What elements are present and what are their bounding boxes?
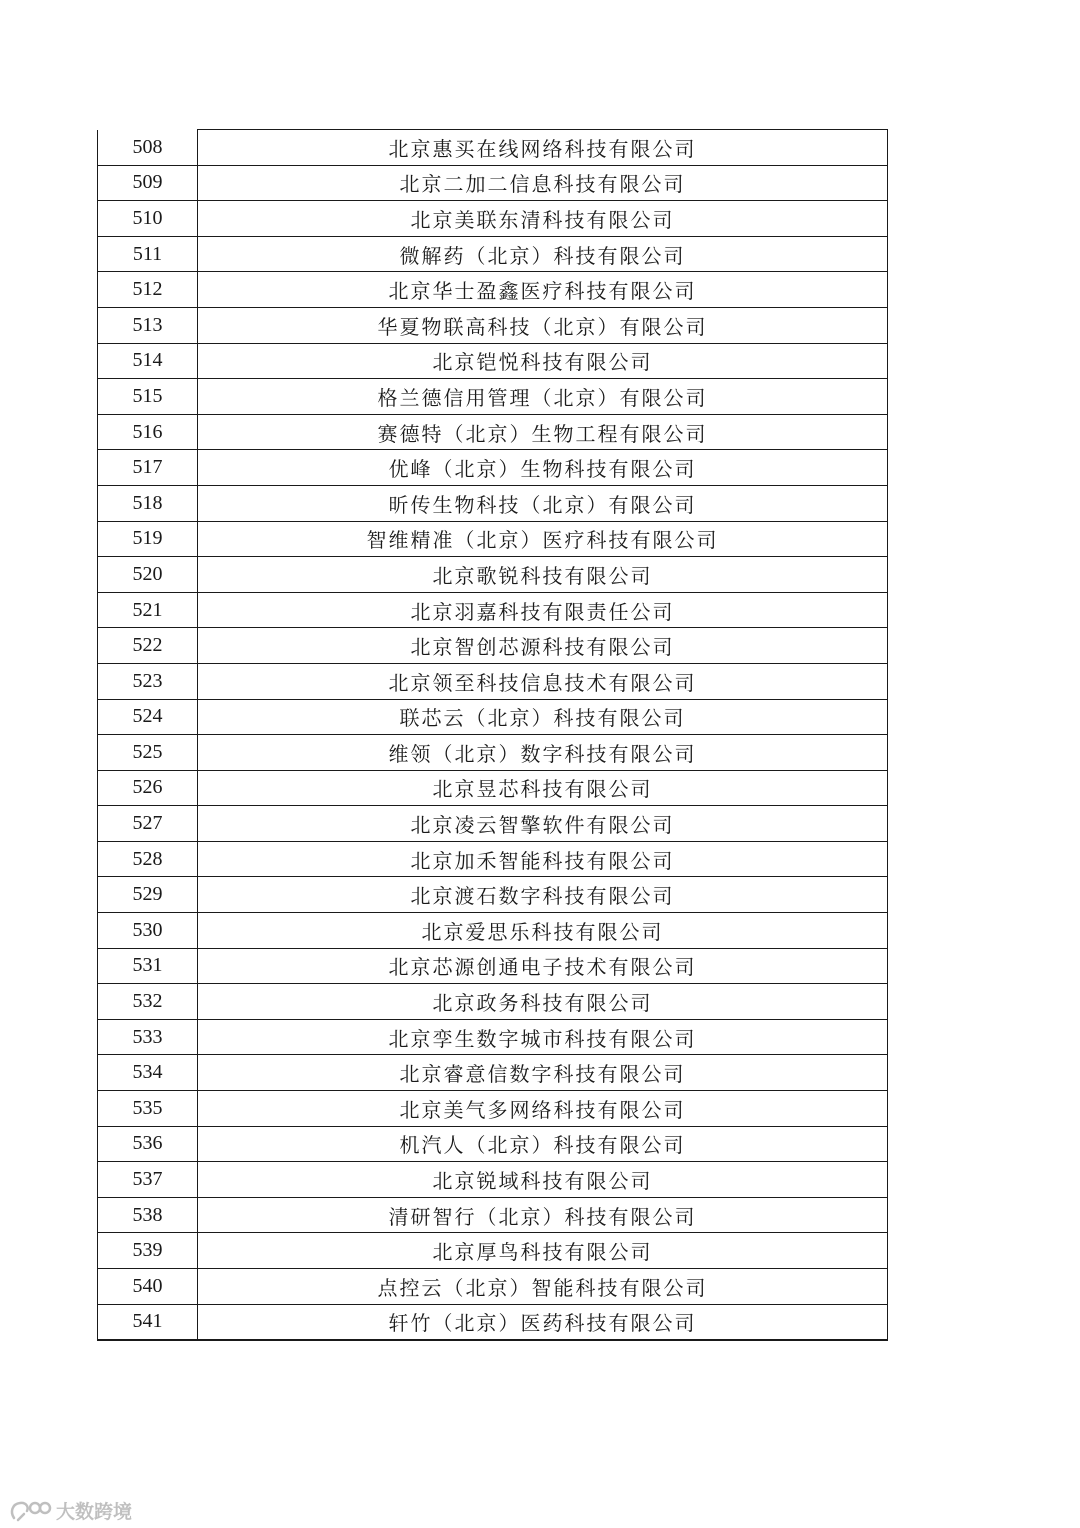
row-number: 521 [98, 592, 198, 628]
company-name: 联芯云（北京）科技有限公司 [198, 699, 888, 735]
company-name: 北京睿意信数字科技有限公司 [198, 1055, 888, 1091]
row-number: 515 [98, 379, 198, 415]
company-name: 智维精准（北京）医疗科技有限公司 [198, 521, 888, 557]
table-row [98, 1162, 888, 1198]
company-name: 微解药（北京）科技有限公司 [198, 236, 888, 272]
company-name: 北京厚鸟科技有限公司 [198, 1233, 888, 1269]
row-number: 520 [98, 557, 198, 593]
row-number: 531 [98, 948, 198, 984]
company-name: 北京铠悦科技有限公司 [198, 343, 888, 379]
company-name: 北京锐域科技有限公司 [198, 1162, 888, 1198]
company-name: 北京羽嘉科技有限责任公司 [198, 592, 888, 628]
company-name: 北京领至科技信息技术有限公司 [198, 663, 888, 699]
table-row [98, 948, 888, 984]
company-name: 北京美气多网络科技有限公司 [198, 1091, 888, 1127]
row-number: 529 [98, 877, 198, 913]
table-row [98, 379, 888, 415]
company-name: 北京政务科技有限公司 [198, 984, 888, 1020]
company-name: 北京惠买在线网络科技有限公司 [198, 130, 888, 166]
table-row [98, 806, 888, 842]
row-number: 517 [98, 450, 198, 486]
row-number: 528 [98, 841, 198, 877]
row-number: 525 [98, 735, 198, 771]
table-row [98, 1091, 888, 1127]
row-number: 508 [98, 130, 198, 166]
company-name: 华夏物联高科技（北京）有限公司 [198, 307, 888, 343]
row-number: 538 [98, 1197, 198, 1233]
table-row [98, 414, 888, 450]
row-number: 533 [98, 1019, 198, 1055]
company-list-page [97, 129, 888, 1341]
table-row [98, 165, 888, 201]
company-name: 维领（北京）数字科技有限公司 [198, 735, 888, 771]
row-number: 512 [98, 272, 198, 308]
company-name: 北京孪生数字城市科技有限公司 [198, 1019, 888, 1055]
table-row [98, 1126, 888, 1162]
company-name: 北京歌锐科技有限公司 [198, 557, 888, 593]
company-name: 北京智创芯源科技有限公司 [198, 628, 888, 664]
company-name: 点控云（北京）智能科技有限公司 [198, 1269, 888, 1305]
company-name: 北京芯源创通电子技术有限公司 [198, 948, 888, 984]
company-list-body [98, 130, 888, 1341]
row-number: 524 [98, 699, 198, 735]
company-name: 北京加禾智能科技有限公司 [198, 841, 888, 877]
company-name: 北京美联东清科技有限公司 [198, 201, 888, 237]
company-name: 北京二加二信息科技有限公司 [198, 165, 888, 201]
company-name: 清研智行（北京）科技有限公司 [198, 1197, 888, 1233]
row-number: 526 [98, 770, 198, 806]
table-row [98, 1304, 888, 1340]
row-number: 523 [98, 663, 198, 699]
table-row [98, 1197, 888, 1233]
table-row [98, 343, 888, 379]
company-name: 轩竹（北京）医药科技有限公司 [198, 1304, 888, 1340]
table-row [98, 699, 888, 735]
table-row [98, 557, 888, 593]
table-row [98, 1269, 888, 1305]
row-number: 540 [98, 1269, 198, 1305]
row-number: 532 [98, 984, 198, 1020]
row-number: 511 [98, 236, 198, 272]
row-number: 518 [98, 485, 198, 521]
table-row [98, 592, 888, 628]
company-name: 北京爱思乐科技有限公司 [198, 913, 888, 949]
row-number: 541 [98, 1304, 198, 1340]
company-name: 格兰德信用管理（北京）有限公司 [198, 379, 888, 415]
row-number: 536 [98, 1126, 198, 1162]
company-list-table [97, 129, 888, 1341]
company-name: 昕传生物科技（北京）有限公司 [198, 485, 888, 521]
company-name: 北京凌云智擎软件有限公司 [198, 806, 888, 842]
table-row [98, 877, 888, 913]
table-row [98, 735, 888, 771]
table-row [98, 770, 888, 806]
table-row [98, 485, 888, 521]
table-row [98, 307, 888, 343]
watermark-text: 大数跨境 [56, 1501, 133, 1523]
row-number: 510 [98, 201, 198, 237]
table-row [98, 201, 888, 237]
table-row [98, 450, 888, 486]
company-name: 优峰（北京）生物科技有限公司 [198, 450, 888, 486]
row-number: 513 [98, 307, 198, 343]
table-row [98, 913, 888, 949]
table-row [98, 841, 888, 877]
company-name: 北京华士盈鑫医疗科技有限公司 [198, 272, 888, 308]
company-name: 赛德特（北京）生物工程有限公司 [198, 414, 888, 450]
company-name: 北京渡石数字科技有限公司 [198, 877, 888, 913]
row-number: 516 [98, 414, 198, 450]
table-row [98, 1055, 888, 1091]
row-number: 519 [98, 521, 198, 557]
row-number: 539 [98, 1233, 198, 1269]
table-row [98, 272, 888, 308]
row-number: 530 [98, 913, 198, 949]
table-row [98, 984, 888, 1020]
row-number: 509 [98, 165, 198, 201]
company-name: 北京昱芯科技有限公司 [198, 770, 888, 806]
row-number: 537 [98, 1162, 198, 1198]
table-row [98, 236, 888, 272]
row-number: 534 [98, 1055, 198, 1091]
table-row [98, 663, 888, 699]
brand-logo-icon [8, 1498, 52, 1524]
table-row [98, 521, 888, 557]
table-row [98, 628, 888, 664]
table-row [98, 1019, 888, 1055]
company-name: 机汽人（北京）科技有限公司 [198, 1126, 888, 1162]
row-number: 527 [98, 806, 198, 842]
table-row [98, 1233, 888, 1269]
row-number: 535 [98, 1091, 198, 1127]
row-number: 522 [98, 628, 198, 664]
row-number: 514 [98, 343, 198, 379]
watermark [8, 1497, 132, 1524]
table-row [98, 130, 888, 166]
